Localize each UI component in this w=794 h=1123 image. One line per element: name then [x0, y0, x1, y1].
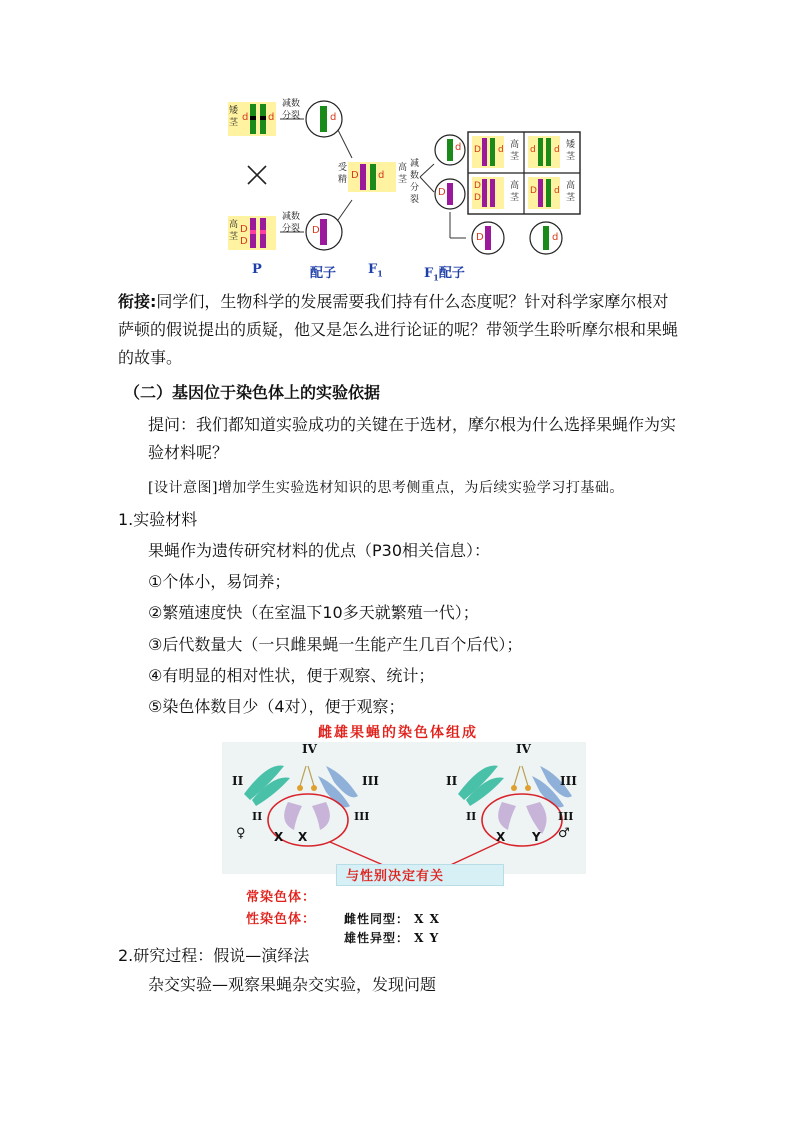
sex-chromosome-label: 性染色体：: [246, 912, 317, 927]
autosome-label: 常染色体：: [246, 890, 317, 905]
chromosome-iv: [522, 766, 528, 786]
grid-dwarf-label: 矮茎: [566, 140, 576, 162]
allele-label: D: [351, 170, 359, 181]
chromosome: [482, 138, 487, 166]
gamete-allele: d: [552, 232, 559, 243]
roman-ii: II: [232, 774, 244, 788]
chromosome: [447, 139, 453, 161]
advantages-intro: 果蝇作为遗传研究材料的优点（P30相关信息）：: [148, 541, 491, 560]
roman-ii: II: [446, 774, 458, 788]
arrow: [338, 130, 352, 158]
chromosome: [485, 226, 491, 250]
gamete-allele: d: [455, 142, 462, 153]
x-label: X: [496, 830, 506, 844]
chromosome: [360, 164, 366, 190]
advantage-item: ①个体小，易饲养；: [148, 572, 291, 591]
roman-iv: IV: [516, 742, 531, 756]
allele-label: D: [240, 236, 248, 247]
grid-allele: D: [474, 193, 481, 203]
roman-iv: IV: [302, 742, 317, 756]
arrow: [420, 177, 434, 192]
x-label: X: [298, 830, 308, 844]
diagram2-title: 雌雄果蝇的染色体组成: [318, 725, 478, 741]
chromosome: [370, 164, 376, 190]
female-symbol: ♀: [236, 826, 246, 841]
fertilization-label: 受精: [338, 163, 348, 185]
gamete-allele: d: [330, 112, 337, 123]
roman-iii: III: [362, 774, 379, 788]
centromere: [260, 116, 266, 120]
grid-tall-label: 高茎: [510, 140, 520, 162]
centromere: [525, 785, 531, 791]
chromosome: [538, 179, 543, 207]
transition-paragraph: [118, 288, 678, 372]
grid-tall-label: 高茎: [510, 181, 520, 203]
y-label: Y: [532, 830, 541, 844]
allele-label: d: [378, 170, 385, 181]
grid-allele: D: [474, 145, 481, 155]
f1-stem-label: 高茎: [398, 163, 408, 185]
gamete-allele: D: [438, 187, 446, 198]
centromere: [250, 230, 256, 234]
gamete-allele: D: [476, 232, 484, 243]
roman-iii: III: [558, 810, 574, 823]
chromosome-iv: [308, 766, 314, 786]
item1-title: 1.实验材料: [118, 510, 198, 529]
female-type: 雌性同型： X X: [344, 912, 440, 926]
grid-allele: D: [474, 181, 481, 191]
caption-gamete: 配子: [310, 266, 337, 281]
centromere: [311, 785, 317, 791]
section2-title: （二）基因位于染色体上的实验依据: [124, 383, 381, 402]
transition-head: 衔接:: [118, 292, 157, 311]
roman-ii: II: [252, 810, 263, 823]
meiosis-label: 减数分裂: [282, 99, 301, 121]
centromere: [511, 785, 517, 791]
chromosome: [320, 106, 327, 132]
chromosome-iv: [514, 766, 520, 786]
male-symbol: ♂: [558, 826, 570, 841]
chromosome-x: [498, 802, 516, 830]
sex-determination-label: 与性别决定有关: [346, 869, 445, 884]
design-intent: [设计意图]增加学生实验选材知识的思考侧重点，为后续实验学习打基础。: [148, 480, 624, 496]
chromosome: [546, 138, 551, 166]
arrow: [338, 200, 352, 220]
gamete-allele: D: [312, 225, 320, 236]
item2-title: 2.研究过程：假说—演绎法: [118, 946, 310, 965]
advantage-item: ④有明显的相对性状，便于观察、统计；: [148, 666, 435, 685]
grid-allele: d: [554, 186, 560, 196]
roman-iii: III: [560, 774, 577, 788]
advantage-item: ②繁殖速度快（在室温下10多天就繁殖一代）；: [148, 603, 479, 622]
question-paragraph: 提问：我们都知道实验成功的关键在于选材，摩尔根为什么选择果蝇作为实验材料呢？: [148, 415, 677, 462]
meiosis-label: 减数分裂: [282, 212, 301, 234]
item2-subtext: 杂交实验—观察果蝇杂交实验，发现问题: [148, 975, 437, 994]
allele-label: d: [268, 112, 275, 123]
caption-f1: $F_1$: [368, 262, 383, 279]
chromosome-x: [284, 802, 302, 830]
chromosome: [543, 226, 549, 250]
chromosome: [490, 138, 495, 166]
chromosome: [320, 219, 327, 245]
p-tall-label: 高茎: [229, 220, 239, 242]
roman-iii: III: [354, 810, 370, 823]
advantage-item: ③后代数量大（一只雌果蝇一生能产生几百个后代）；: [148, 635, 523, 654]
caption-f1-gamete: $F_1$配子: [424, 266, 465, 283]
centromere: [250, 116, 256, 120]
p-dwarf-label: 矮茎: [229, 106, 239, 128]
grid-allele: d: [498, 145, 504, 155]
chromosome-x: [312, 802, 330, 830]
advantage-item: ⑤染色体数目少（4对），便于观察；: [148, 697, 405, 716]
roman-ii: II: [466, 810, 477, 823]
meiosis-label: 减数分裂: [410, 159, 420, 205]
grid-tall-label: 高茎: [566, 181, 576, 203]
chromosome-iv: [300, 766, 306, 786]
caption-p: P: [252, 262, 262, 277]
allele-label: d: [242, 112, 249, 123]
grid-allele: d: [530, 145, 536, 155]
chromosome: [490, 179, 495, 207]
x-label: X: [274, 830, 284, 844]
chromosome: [447, 183, 453, 205]
chromosome: [482, 179, 487, 207]
allele-label: D: [240, 224, 248, 235]
arrow: [420, 164, 434, 177]
centromere: [260, 230, 266, 234]
male-type: 雄性异型： X Y: [344, 931, 440, 945]
grid-allele: D: [530, 186, 537, 196]
sex-chromosome-circle: [482, 794, 562, 846]
chromosome: [546, 179, 551, 207]
grid-allele: d: [554, 145, 560, 155]
transition-text: 同学们，生物科学的发展需要我们持有什么态度呢？针对科学家摩尔根对萨顿的假说提出的质疑，他又是怎么进行论证的呢？带领学生聆听摩尔根和果蝇的故事。: [118, 292, 679, 367]
pea-cross-diagram: [220, 92, 590, 282]
chromosome: [538, 138, 543, 166]
fruitfly-chromosome-diagram: [222, 722, 586, 946]
centromere: [297, 785, 303, 791]
